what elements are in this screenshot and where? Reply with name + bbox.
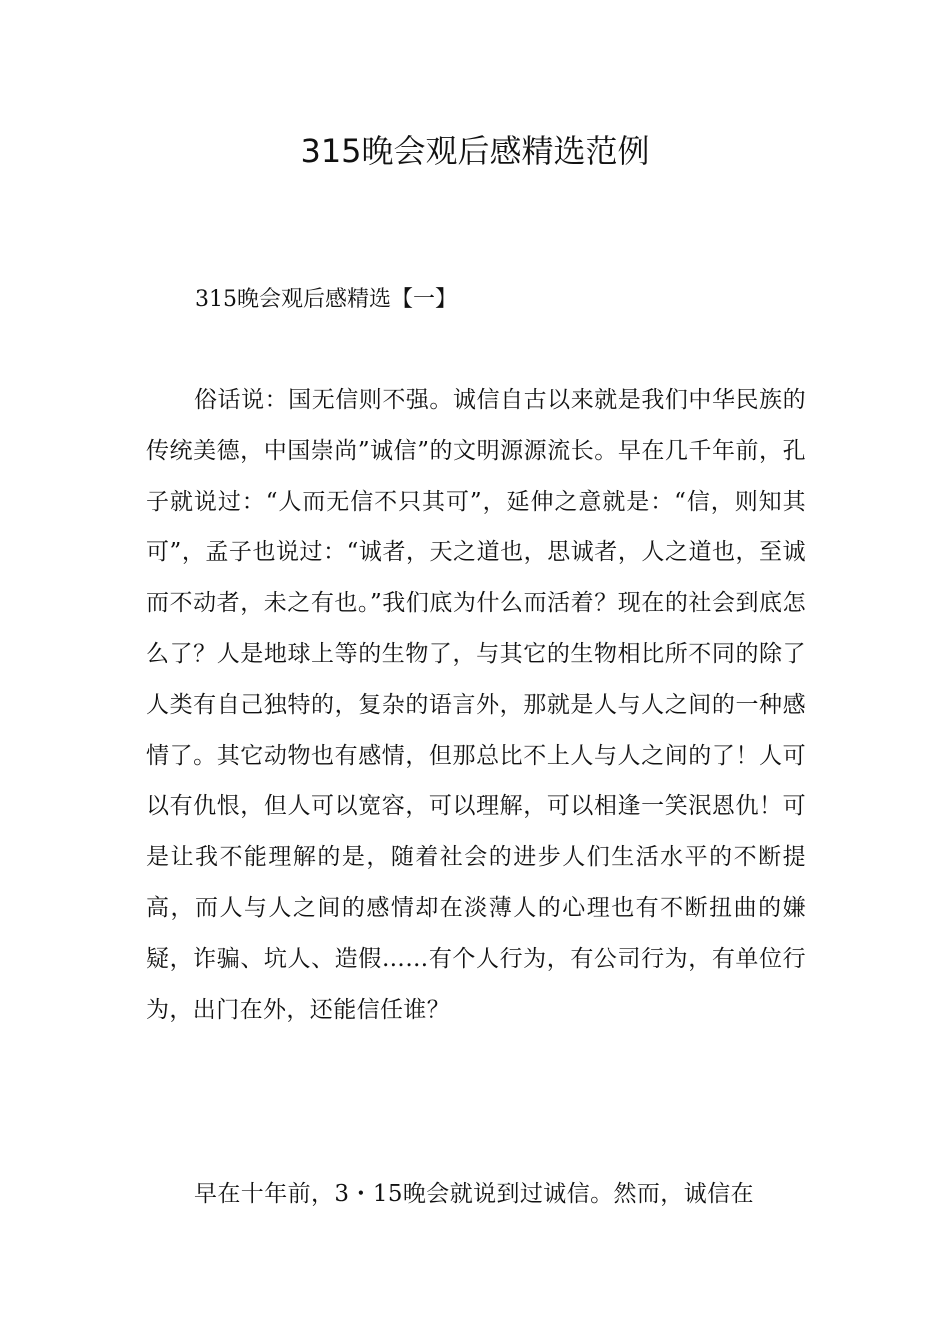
document-title: 315晚会观后感精选范例 bbox=[300, 132, 650, 170]
body-paragraph: 早在十年前，3・15晚会就说到过诚信。然而，诚信在 bbox=[194, 1181, 754, 1207]
section-heading: 315晚会观后感精选【一】 bbox=[195, 287, 457, 312]
body-paragraph: 俗话说：国无信则不强。诚信自古以来就是我们中华民族的传统美德，中国崇尚”诚信”的文明源源流长。早在几千年前，孔子就说过：“人而无信不只其可”，延伸之意就是：“信，则知其可”，孟子也说过：“诚者，天之道也，思诚者，人之道也，至诚而不动者，未之有也。”我们底为什么而活着？现在的社会到底怎么了？人是地球上等的生物了，与其它的生物相比所不同的除了人类有自己独特的，复杂的语言外，那就是人与人之间的一种感情了。其它动物也有感情，但那总比不上人与人之间的了！人可以有仇恨，但人可以宽容，可以理解，可以相逢一笑泯恩仇！可是让我不能理解的是，随着社会的进步人们生活水平的不断提高，而人与人之间的感情却在淡薄人的心理也有不断扭曲的嫌疑，诈骗、坑人、造假……有个人行为，有公司行为，有单位行为，出门在外，还能信任谁？ bbox=[146, 387, 806, 1023]
